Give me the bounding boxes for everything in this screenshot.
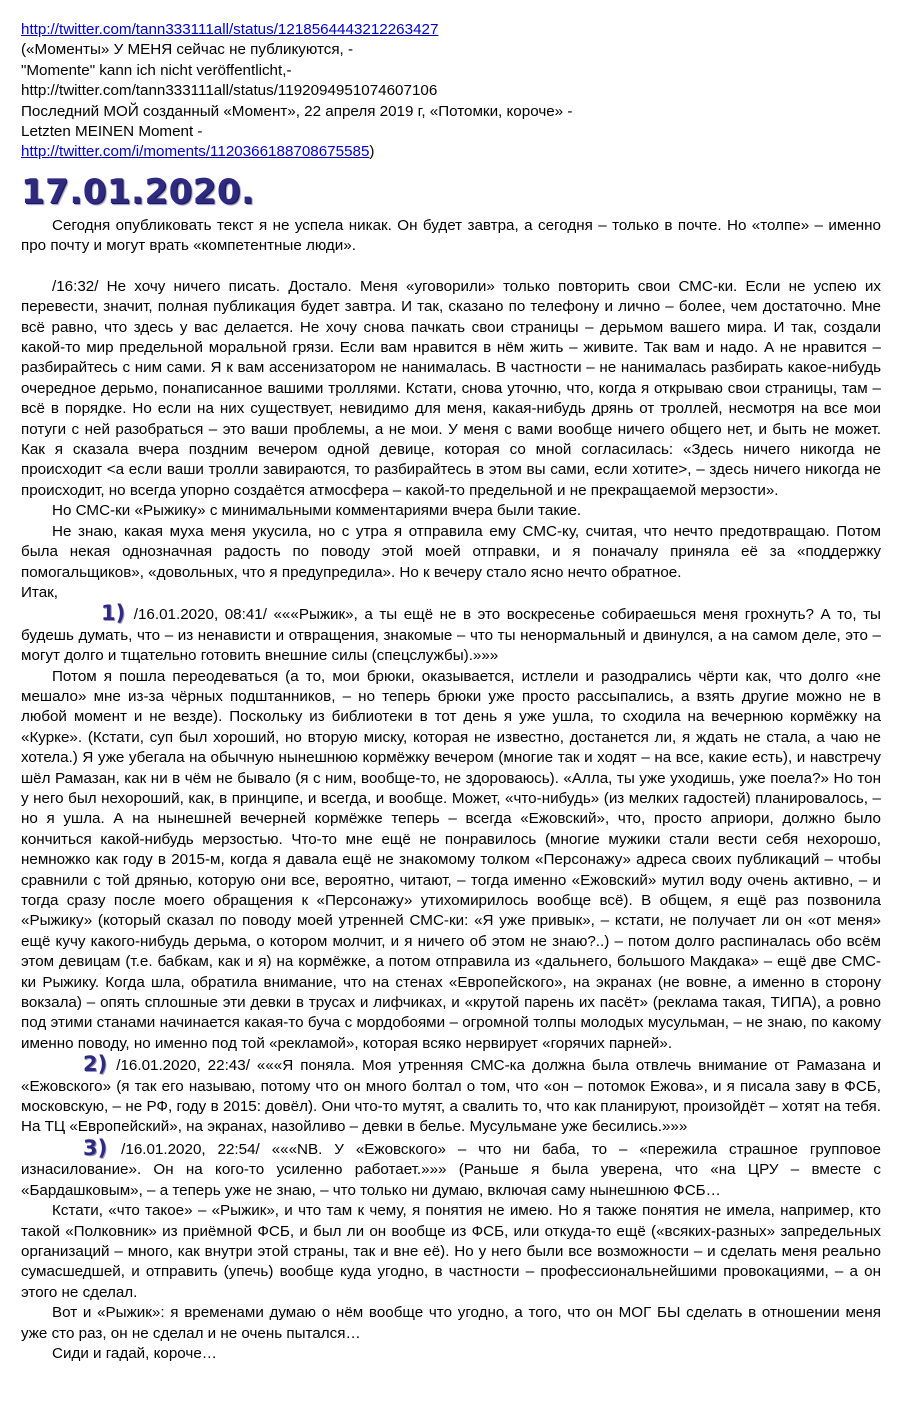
- paragraph: Но СМС-ки «Рыжику» с минимальными комментариями вчера были такие.: [52, 502, 582, 520]
- header-link-suffix: ): [369, 143, 375, 161]
- paragraph: Итак,: [21, 583, 59, 601]
- sms-entry-3: [21, 1135, 881, 1201]
- header-links: [21, 20, 881, 163]
- sms-number: 3): [83, 1135, 108, 1160]
- header-line: Letzten MEINEN Moment -: [21, 123, 203, 141]
- header-line: Последний МОЙ созданный «Момент», 22 апреля 2019 г, «Потомки, короче» -: [21, 102, 573, 120]
- sms-entry-2: [21, 1054, 881, 1138]
- twitter-status-link[interactable]: http://twitter.com/tann333111all/status/1218564443212263427: [21, 21, 439, 38]
- twitter-moment-link[interactable]: http://twitter.com/i/moments/1120366188708675585: [21, 143, 370, 161]
- sms-number: 1): [101, 601, 126, 626]
- paragraph: Вот и «Рыжик»: я временами думаю о нём вообще что угодно, а того, что он МОГ БЫ сделать в отношении меня уже сто раз, он не сделал и не очень пытался…: [21, 1304, 881, 1342]
- sms-text: /16.01.2020, 22:54/ «««NB. У «Ежовского» – что ни баба, то – «пережила страшное групповое изнасилование». Он на кого-то усиленно работает.»»» (Раньше я была уверена, что «на ЦРУ – вместе с «Бардашковым», – а теперь уже не знаю, – что только ни думаю, включая саму нынешнюю ФСБ…: [21, 1140, 881, 1199]
- article-body: [21, 216, 881, 1364]
- sms-text: /16.01.2020, 08:41/ «««Рыжик», а ты ещё не в это воскресенье собираешься меня грохнуть? А то, ты будешь думать, что – из ненависти и отвращения, знакомые – что ты ненормальный и двинулся, а на самом деле, это – могут долго и тщательно готовить внешние силы (спецслужбы).»»»: [21, 606, 881, 665]
- sms-entry-1: [21, 603, 881, 666]
- sms-number: 2): [83, 1052, 108, 1077]
- header-line: http://twitter.com/tann333111all/status/1192094951074607106: [21, 82, 438, 100]
- paragraph: Сегодня опубликовать текст я не успела никак. Он будет завтра, а сегодня – только в почте. Но «толпе» – именно про почту и могут врать «компетентные люди».: [21, 217, 881, 255]
- paragraph-gap: [21, 257, 881, 277]
- paragraph: Кстати, «что такое» – «Рыжик», и что там к чему, я понятия не имею. Но я также понятия не имела, например, кто такой «Полковник» из приёмной ФСБ, и был ли он вообще из ФСБ, или откуда-то ещё («всяких-разных» запредельных организаций – много, как внутри этой страны, так и вне её). Но у него были все возможности – и сделать меня реально сумасшедшей, и отправить (упечь) вообще куда угодно, в частности – профессиональнейшими провокациями, – а он этого не сделал.: [21, 1202, 881, 1301]
- header-line: "Momente" kann ich nicht veröffentlicht,-: [21, 61, 292, 79]
- sms-text: /16.01.2020, 22:43/ «««Я поняла. Моя утренняя СМС-ка должна была отвлечь внимание от Рамазана и «Ежовского» (я так его называю, потому что он много болтал о том, что «он – потомок Ежова», и я писала заву в ФСБ, московскую, – не РФ, году в 2015: довёл). Они что-то мутят, а свалить то, что как планируют, произойдёт – хотят на тебя. На ТЦ «Европейский», на экранах, назойливо – девки в белье. Мусульмане уже бесились.»»»: [21, 1057, 881, 1136]
- paragraph: Сиди и гадай, короче…: [52, 1344, 217, 1362]
- paragraph: Не знаю, какая муха меня укусила, но с утра я отправила ему СМС-ку, считая, что нечто предотвращаю. Потом была некая однозначная радость по поводу этой моей отправки, и я поначалу приняла её за «поддержку помогальщиков», «довольных, что я предупредила». Но к вечеру стало ясно нечто обратное.: [21, 522, 881, 581]
- header-line: («Моменты» У МЕНЯ сейчас не публикуются, -: [21, 41, 354, 59]
- paragraph: /16:32/ Не хочу ничего писать. Достало. Меня «уговорили» только повторить свои СМС-ки. Если не успею их перевести, значит, полная публикация будет завтра. И так, сказано по телефону и лично – более, чем достаточно. Мне всё равно, что здесь у вас делается. Не хочу снова пачкать свои страницы – дерьмом вашего мира. И так, создали какой-то мир предельной моральной грязи. Если вам нравится в нём жить – живите. Так вам и надо. А не нравится – разбирайтесь с ним сами. Я к вам ассенизатором не нанималась. В частности – не нанималась разбирать какое-нибудь очередное дерьмо, понаписанное вашими троллями. Кстати, снова уточню, что, когда я открываю свои страницы, там – всё в порядке. Но если на них существует, невидимо для меня, какая-нибудь дрянь от троллей, несмотря на все мои потуги с ней разобраться – это ваши проблемы, а не мои. У меня с вами вообще ничего общего нет, и быть не может. Как я сказала вчера поздним вечером одной девице, которая со мной согласилась: «Здесь ничего никогда не происходит <а если ваши тролли завираются, то разбирайтесь в этом вы сами, если хотите>, – здесь ничего никогда не происходит, но всегда упорно создаётся атмосфера – какой-то предельной и не прекращаемой мерзости».: [21, 277, 881, 499]
- paragraph: Потом я пошла переодеваться (а то, мои брюки, оказывается, истлели и разодрались чёрти как, что долго «не мешало» мне из-за чёрных подштанников, – но теперь брюки уже просто рассыпались, а взять другие можно не в любой момент и не везде). Поскольку из библиотеки в тот день я уже ушла, то сходила на вечернюю кормёжку на «Курке». (Кстати, суп был хороший, но вторую миску, которая не известно, достанется ли, я ждать не стала, а чаю не хотела.) Я уже убегала на обычную нынешнюю кормёжку вечером (многие так и ходят – на все, какие есть), и навстречу шёл Рамазан, как ни в чём не бывало (я с ним, вообще-то, не здороваюсь). «Алла, ты уже уходишь, уже поела?» Но тон у него был нехороший, как, в принципе, и всегда, и вообще. Может, «что-нибудь» (из мелких гадостей) планировалось, – но я ушла. А на нынешней вечерней кормёжке теперь – всегда «Ежовский», что, просто априори, должно было кончиться какой-нибудь мерзостью. Что-то мне ещё не понравилось (многие мужики стали вести себя нехорошо, немножко как году в 2015-м, когда я давала ещё не знакомому толком «Персонажу» адреса своих публикаций – чтобы сравнили с той дрянью, которую они все, вероятно, читают, – тогда именно «Ежовский» мутил воду очень активно, – и тогда сразу после моего обращения к «Персонажу» утихомирилось вообще всё). В общем, я ещё раз позвонила «Рыжику» (который сказал по поводу моей утренней СМС-ки: «Я уже привык», – кстати, не получает ли он «от меня» ещё кучу какого-нибудь дерьма, о котором молчит, и я ничего об этом не знаю?..) – потом долго распиналась обо всём этом девицам (т.е. бабкам, как и я) на кормёжке, а потом отправила из «дальнего, большого Макдака» – ещё две СМС-ки Рыжику. Когда шла, обратила внимание, что на стенах «Европейского», на экранах (не вовне, а именно в сторону вокзала) – опять сплошные эти девки в трусах и лифчиках, и «крутой парень их пасёт» (реклама такая, ТИПА), а ровно под этими станами начинается какая-то буча с мордобоями – огромной толпы молодых мусульман, – не знаю, по какому именно поводу, но именно под той «рекламой», которая всяко нервирует «горячих парней».: [21, 667, 881, 1052]
- date-heading: 17.01.2020.: [21, 172, 255, 212]
